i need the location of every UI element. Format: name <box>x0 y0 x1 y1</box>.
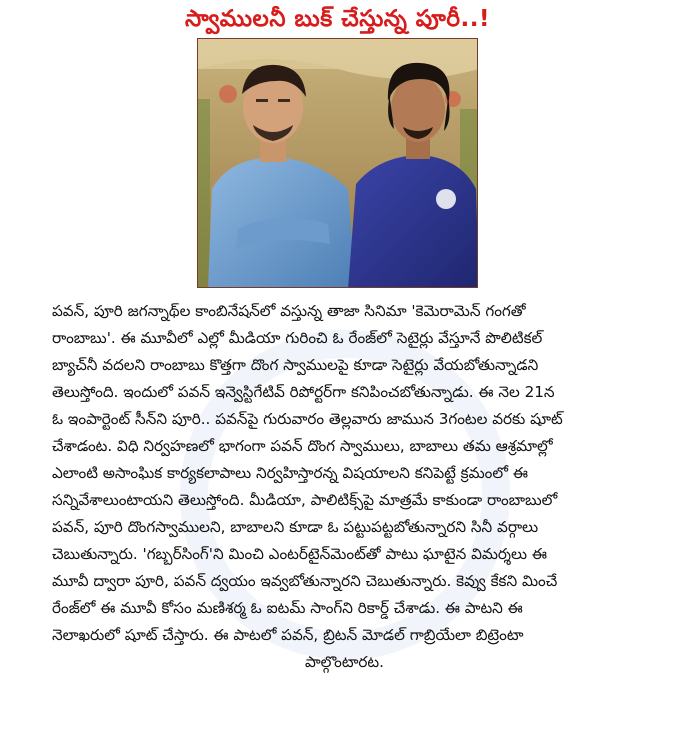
article-line: నెలాఖరులో షూట్ చేస్తారు. ఈ పాటలో పవన్, బ్రిటన్ మోడల్ గాబ్రియేలా బిట్రెంటా <box>52 626 524 644</box>
article-line: రేంజ్‌లో ఈ మూవీ కోసం మణిశర్మ ఓ ఐటమ్ సాంగ్‌ని రికార్డ్ చేశాడు. ఈ పాటని ఈ <box>52 599 523 617</box>
article-body <box>52 298 637 676</box>
article-line: పవన్, పూరి దొంగస్వాములని, బాబాలని కూడా ఓ పట్టుపట్టబోతున్నారని సినీ వర్గాలు <box>52 518 539 536</box>
article-line: సన్నివేశాలుంటాయని తెలుస్తోంది. మీడియా, పాలిటిక్స్‌పై మాత్రమే కాకుండా రాంబాబులో <box>52 491 558 509</box>
article-line: పాల్గొంటారట. <box>305 653 384 671</box>
photo-illustration <box>198 39 478 288</box>
article-line: చేశాడంట. విధి నిర్వహణలో భాగంగా పవన్ దొంగ స్వాములు, బాబాలు తమ ఆశ్రమాల్లో <box>52 437 553 455</box>
article-photo <box>197 38 478 288</box>
article-line: తెలుస్తోంది. ఇందులో పవన్ ఇన్వెస్టిగేటివ్ రిపోర్టర్‌గా కనిపించబోతున్నాడు. ఈ నెల 21న <box>52 383 555 401</box>
article-line: పవన్, పూరి జగన్నాథ్‌ల కాంబినేషన్‌లో వస్తున్న తాజా సినిమా 'కెమెరామెన్ గంగతో <box>52 302 526 320</box>
article-line: చెబుతున్నారు. 'గబ్బర్‌సింగ్'ని మించి ఎంటర్‌టైన్‌మెంట్‌తో పాటు ఘాటైన విమర్శలు ఈ <box>52 545 547 563</box>
article-line: రాంబాబు'. ఈ మూవీలో ఎల్లో మీడియా గురించి ఓ రేంజ్‌లో సెటైర్లు వేస్తూనే పొలిటికల్ <box>52 329 543 347</box>
article-line: ఎలాంటి అసాంఘిక కార్యకలాపాలు నిర్వహిస్తారన్న విషయాలని కనిపెట్టే క్రమంలో ఈ <box>52 464 528 482</box>
article-line: బ్యాచ్‌నీ వదలని రాంబాబు కొత్తగా దొంగ స్వాములపై కూడా సెటైర్లు వేయబోతున్నాడని <box>52 356 539 374</box>
article-line: మూవీ ద్వారా పూరి, పవన్ ద్వయం ఇవ్వబోతున్నారని చెబుతున్నారు. కెవ్వు కేకని మించే <box>52 572 558 590</box>
article-line: ఓ ఇంపార్టెంట్ సీన్‌ని పూరి.. పవన్‌పై గురువారం తెల్లవారు జామున 3గంటల వరకు షూట్ <box>52 410 563 428</box>
headline: స్వాములనీ బుక్ చేస్తున్న పూరీ..! <box>185 6 490 32</box>
